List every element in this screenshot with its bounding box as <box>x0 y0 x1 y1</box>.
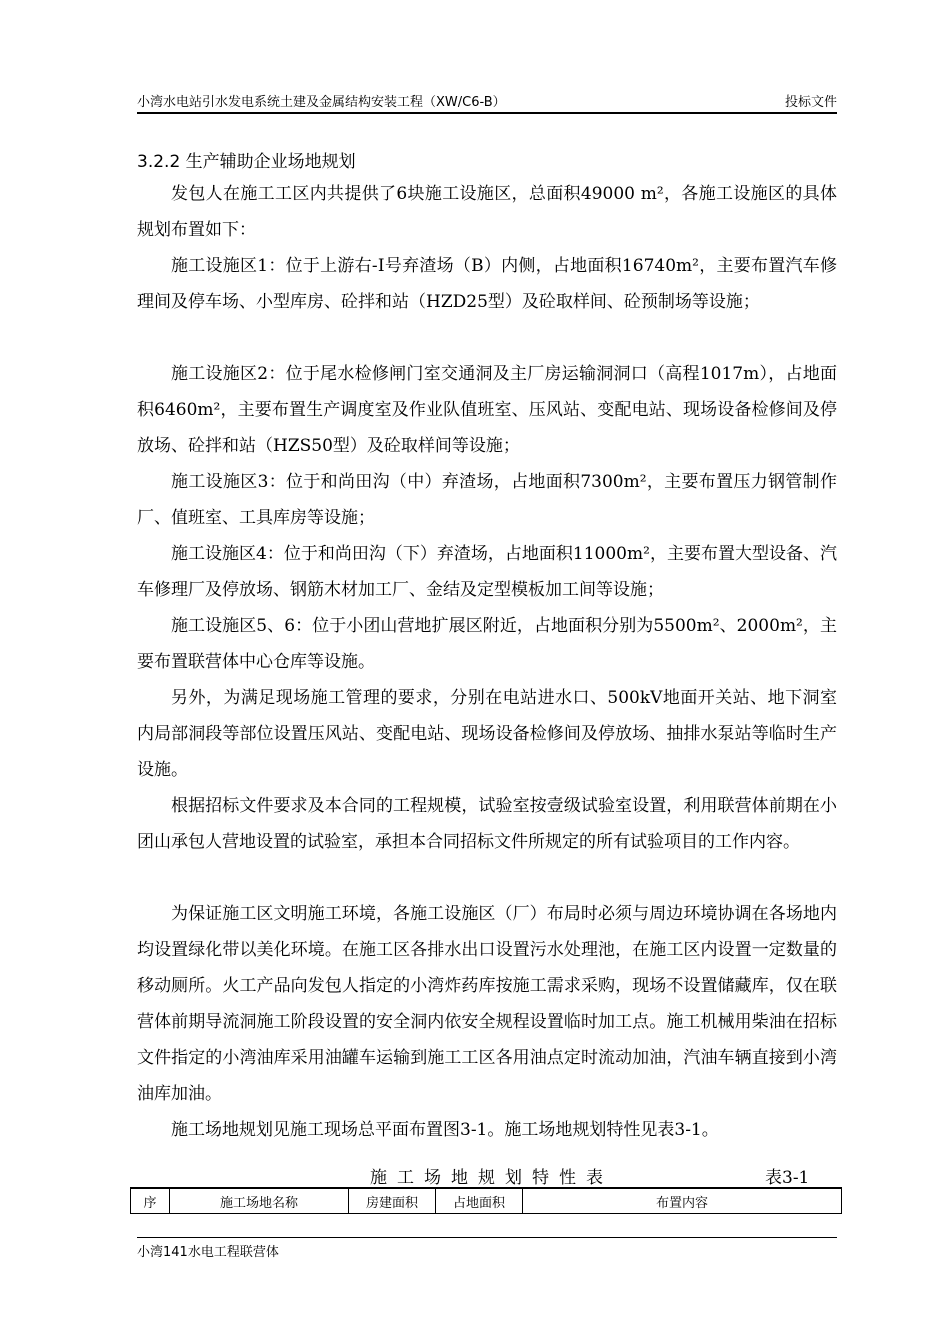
page-footer: 小湾141水电工程联营体 <box>137 1237 837 1260</box>
page-header <box>137 88 837 114</box>
paragraph: 施工设施区3：位于和尚田沟（中）弃渣场，占地面积7300m²，主要布置压力钢管制作厂、值班室、工具库房等设施； <box>137 472 837 528</box>
document-type: 投标文件 <box>784 95 837 110</box>
paragraph: 根据招标文件要求及本合同的工程规模，试验室按壹级试验室设置，利用联营体前期在小团山承包人营地设置的试验室，承担本合同招标文件所规定的所有试验项目的工作内容。 <box>137 796 837 852</box>
paragraph: 施工设施区5、6：位于小团山营地扩展区附近，占地面积分别为5500m²、2000m²，主要布置联营体中心仓库等设施。 <box>137 616 837 672</box>
column-header: 布置内容 <box>523 1188 842 1214</box>
section-heading: 3.2.2 生产辅助企业场地规划 <box>137 152 356 172</box>
column-header: 房建面积 <box>349 1188 436 1214</box>
column-header: 占地面积 <box>436 1188 523 1214</box>
paragraph: 发包人在施工工区内共提供了6块施工设施区，总面积49000 m²，各施工设施区的具体规划布置如下： <box>137 184 837 240</box>
table-title: 施工场地规划特性表 <box>370 1168 613 1188</box>
paragraph: 施工设施区1：位于上游右-Ⅰ号弃渣场（B）内侧，占地面积16740m²，主要布置汽车修理间及停车场、小型库房、砼拌和站（HZD25型）及砼取样间、砼预制场等设施； <box>137 256 837 312</box>
table-number: 表3-1 <box>765 1168 810 1188</box>
paragraph: 施工设施区2：位于尾水检修闸门室交通洞及主厂房运输洞洞口（高程1017m），占地面积6460m²，主要布置生产调度室及作业队值班室、压风站、变配电站、现场设备检修间及停放场、砼拌和站（HZS50型）及砼取样间等设施； <box>137 364 837 456</box>
column-header: 序 <box>131 1188 170 1214</box>
paragraph: 为保证施工区文明施工环境，各施工设施区（厂）布局时必须与周边环境协调在各场地内均设置绿化带以美化环境。在施工区各排水出口设置污水处理池，在施工区内设置一定数量的移动厕所。火工产品向发包人指定的小湾炸药库按施工需求采购，现场不设置储藏库，仅在联营体前期导流洞施工阶段设置的安全洞内依安全规程设置临时加工点。施工机械用柴油在招标文件指定的小湾油库采用油罐车运输到施工工区各用油点定时流动加油，汽油车辆直接到小湾油库加油。 <box>137 904 837 1104</box>
paragraph: 施工设施区4：位于和尚田沟（下）弃渣场，占地面积11000m²，主要布置大型设备、汽车修理厂及停放场、钢筋木材加工厂、金结及定型模板加工间等设施； <box>137 544 837 600</box>
site-plan-table <box>130 1187 842 1214</box>
table-header-row <box>131 1188 842 1214</box>
column-header: 施工场地名称 <box>170 1188 349 1214</box>
paragraph: 另外，为满足现场施工管理的要求，分别在电站进水口、500kV地面开关站、地下洞室内局部洞段等部位设置压风站、变配电站、现场设备检修间及停放场、抽排水泵站等临时生产设施。 <box>137 688 837 780</box>
document-title: 小湾水电站引水发电系统土建及金属结构安装工程（XW/C6-B） <box>137 95 506 110</box>
paragraph: 施工场地规划见施工现场总平面布置图3-1。施工场地规划特性见表3-1。 <box>171 1120 719 1140</box>
